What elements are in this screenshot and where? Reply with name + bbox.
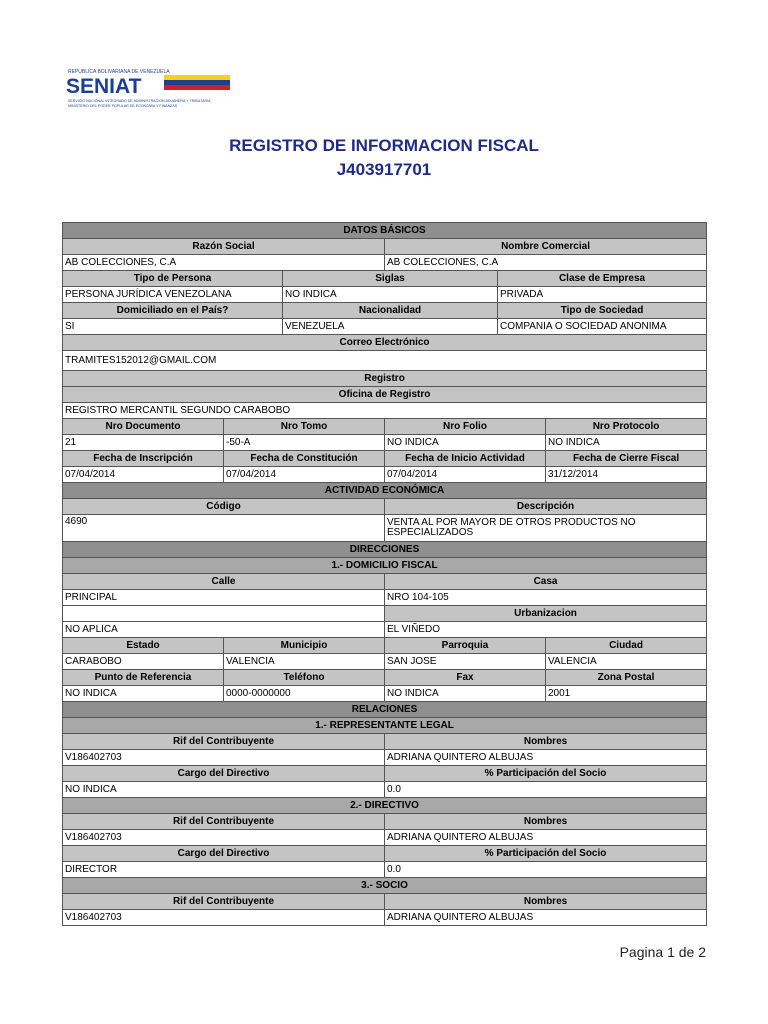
section-relaciones: RELACIONES — [63, 702, 707, 718]
logo-line2: MINISTERIO DEL PODER POPULAR DE ECONOMIA Y FINANZAS — [68, 104, 178, 108]
value-ciudad: VALENCIA — [546, 654, 707, 670]
value-municipio: VALENCIA — [224, 654, 385, 670]
label-nombres: Nombres — [385, 894, 707, 910]
value-rep-cargo: NO INDICA — [63, 782, 385, 798]
flag-stripe-red — [164, 85, 230, 90]
label-fecha-inicio: Fecha de Inicio Actividad — [385, 451, 546, 467]
value-fecha-cierre: 31/12/2014 — [546, 467, 707, 483]
label-punto-referencia: Punto de Referencia — [63, 670, 224, 686]
logo-brand: SENIAT — [66, 75, 142, 98]
value-estado: CARABOBO — [63, 654, 224, 670]
value-calle: PRINCIPAL — [63, 590, 385, 606]
label-correo: Correo Electrónico — [63, 335, 707, 351]
label-razon-social: Razón Social — [63, 239, 385, 255]
value-nacionalidad: VENEZUELA — [283, 319, 498, 335]
label-fecha-inscripcion: Fecha de Inscripción — [63, 451, 224, 467]
subsection-socio: 3.- SOCIO — [63, 878, 707, 894]
label-codigo: Código — [63, 499, 385, 515]
value-casa: NRO 104-105 — [385, 590, 707, 606]
label-calle: Calle — [63, 574, 385, 590]
label-participacion: % Participación del Socio — [385, 846, 707, 862]
label-registro: Registro — [63, 371, 707, 387]
label-telefono: Teléfono — [224, 670, 385, 686]
value-nombre-comercial: AB COLECCIONES, C.A — [385, 255, 707, 271]
section-actividad-economica: ACTIVIDAD ECONÓMICA — [63, 483, 707, 499]
value-fax: NO INDICA — [385, 686, 546, 702]
value-correo: TRAMITES152012@GMAIL.COM — [63, 351, 707, 371]
value-clase-empresa: PRIVADA — [498, 287, 707, 303]
label-oficina-registro: Oficina de Registro — [63, 387, 707, 403]
label-nombres: Nombres — [385, 814, 707, 830]
label-nro-protocolo: Nro Protocolo — [546, 419, 707, 435]
label-municipio: Municipio — [224, 638, 385, 654]
fiscal-info-table — [62, 222, 707, 926]
value-zona-postal: 2001 — [546, 686, 707, 702]
value-siglas: NO INDICA — [283, 287, 498, 303]
label-fecha-cierre: Fecha de Cierre Fiscal — [546, 451, 707, 467]
label-tipo-persona: Tipo de Persona — [63, 271, 283, 287]
flag-stripe-yellow — [164, 75, 230, 80]
blank-cell — [63, 606, 385, 622]
label-ciudad: Ciudad — [546, 638, 707, 654]
value-urbanizacion-left: NO APLICA — [63, 622, 385, 638]
label-domiciliado: Domiciliado en el País? — [63, 303, 283, 319]
value-nro-documento: 21 — [63, 435, 224, 451]
document-rif: J403917701 — [336, 160, 432, 179]
subsection-directivo: 2.- DIRECTIVO — [63, 798, 707, 814]
value-fecha-inicio: 07/04/2014 — [385, 467, 546, 483]
value-dir-cargo: DIRECTOR — [63, 862, 385, 878]
value-descripcion: VENTA AL POR MAYOR DE OTROS PRODUCTOS NO ESPECIALIZADOS — [385, 515, 707, 542]
label-casa: Casa — [385, 574, 707, 590]
value-fecha-constitucion: 07/04/2014 — [224, 467, 385, 483]
value-dir-nombres: ADRIANA QUINTERO ALBUJAS — [385, 830, 707, 846]
value-nro-tomo: -50-A — [224, 435, 385, 451]
value-rep-nombres: ADRIANA QUINTERO ALBUJAS — [385, 750, 707, 766]
value-dir-rif: V186402703 — [63, 830, 385, 846]
value-tipo-sociedad: COMPANIA O SOCIEDAD ANONIMA — [498, 319, 707, 335]
logo-top-text: REPUBLICA BOLIVARIANA DE VENEZUELA — [68, 69, 170, 75]
section-datos-basicos: DATOS BÁSICOS — [63, 223, 707, 239]
value-codigo: 4690 — [63, 515, 385, 542]
label-zona-postal: Zona Postal — [546, 670, 707, 686]
label-parroquia: Parroquia — [385, 638, 546, 654]
label-descripcion: Descripción — [385, 499, 707, 515]
label-clase-empresa: Clase de Empresa — [498, 271, 707, 287]
value-socio-nombres: ADRIANA QUINTERO ALBUJAS — [385, 910, 707, 926]
seniat-logo — [64, 66, 244, 120]
value-razon-social: AB COLECCIONES, C.A — [63, 255, 385, 271]
label-nombres: Nombres — [385, 734, 707, 750]
subsection-representante-legal: 1.- REPRESENTANTE LEGAL — [63, 718, 707, 734]
label-nombre-comercial: Nombre Comercial — [385, 239, 707, 255]
label-rif-contribuyente: Rif del Contribuyente — [63, 734, 385, 750]
value-tipo-persona: PERSONA JURÍDICA VENEZOLANA — [63, 287, 283, 303]
label-estado: Estado — [63, 638, 224, 654]
value-fecha-inscripcion: 07/04/2014 — [63, 467, 224, 483]
label-fecha-constitucion: Fecha de Constitución — [224, 451, 385, 467]
value-dir-participacion: 0.0 — [385, 862, 707, 878]
label-participacion: % Participación del Socio — [385, 766, 707, 782]
seniat-logo-graphic — [64, 66, 244, 120]
value-nro-folio: NO INDICA — [385, 435, 546, 451]
label-urbanizacion: Urbanizacion — [385, 606, 707, 622]
label-rif-contribuyente: Rif del Contribuyente — [63, 894, 385, 910]
value-telefono: 0000-0000000 — [224, 686, 385, 702]
value-rep-participacion: 0.0 — [385, 782, 707, 798]
value-oficina-registro: REGISTRO MERCANTIL SEGUNDO CARABOBO — [63, 403, 707, 419]
logo-line1: SERVICIO NACIONAL INTEGRADO DE ADMINISTRACION ADUANERA Y TRIBUTARIA — [68, 99, 211, 103]
section-direcciones: DIRECCIONES — [63, 542, 707, 558]
flag-stripe-blue — [164, 80, 230, 85]
value-nro-protocolo: NO INDICA — [546, 435, 707, 451]
label-nro-documento: Nro Documento — [63, 419, 224, 435]
page-indicator: Pagina 1 de 2 — [619, 944, 706, 960]
label-cargo-directivo: Cargo del Directivo — [63, 846, 385, 862]
value-punto-referencia: NO INDICA — [63, 686, 224, 702]
document-title: REGISTRO DE INFORMACION FISCAL — [229, 136, 539, 155]
label-nro-tomo: Nro Tomo — [224, 419, 385, 435]
label-rif-contribuyente: Rif del Contribuyente — [63, 814, 385, 830]
label-siglas: Siglas — [283, 271, 498, 287]
label-nro-folio: Nro Folio — [385, 419, 546, 435]
value-parroquia: SAN JOSE — [385, 654, 546, 670]
value-rep-rif: V186402703 — [63, 750, 385, 766]
value-urbanizacion: EL VIÑEDO — [385, 622, 707, 638]
value-domiciliado: SI — [63, 319, 283, 335]
value-socio-rif: V186402703 — [63, 910, 385, 926]
label-nacionalidad: Nacionalidad — [283, 303, 498, 319]
label-tipo-sociedad: Tipo de Sociedad — [498, 303, 707, 319]
subsection-domicilio-fiscal: 1.- DOMICILIO FISCAL — [63, 558, 707, 574]
label-fax: Fax — [385, 670, 546, 686]
label-cargo-directivo: Cargo del Directivo — [63, 766, 385, 782]
